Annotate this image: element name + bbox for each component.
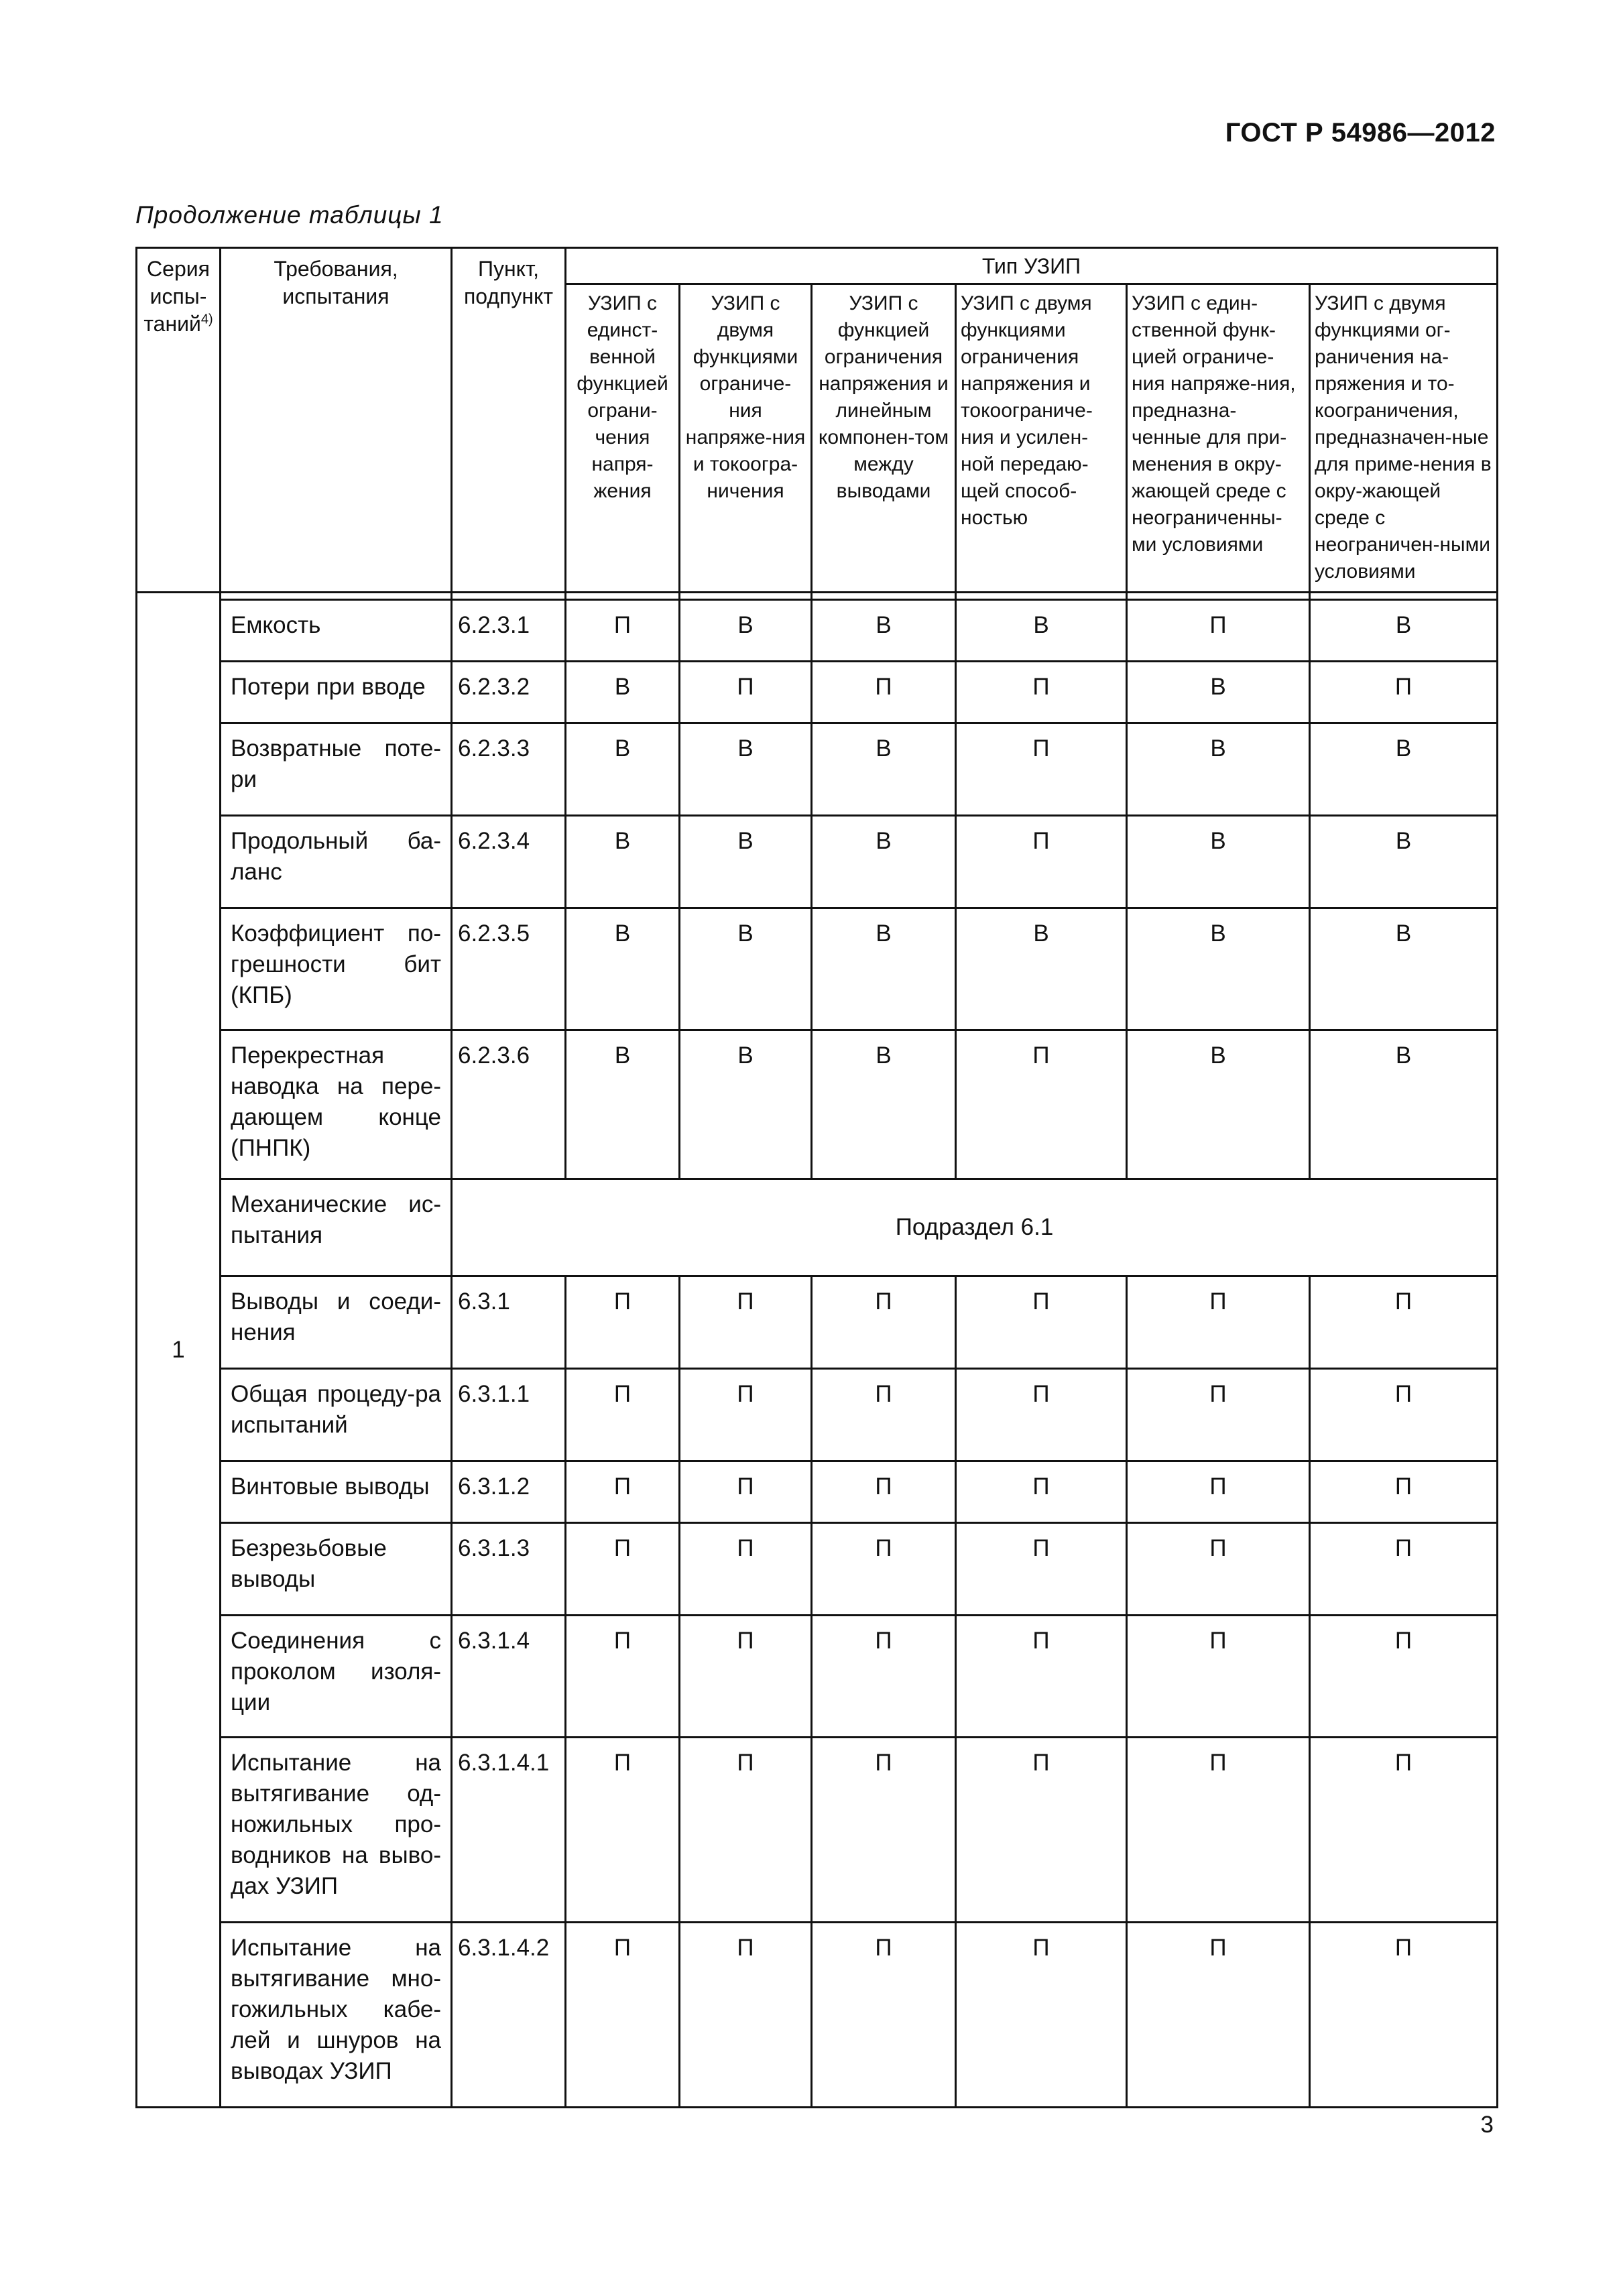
type-value-cell: П bbox=[956, 1276, 1127, 1369]
type-value-cell: П bbox=[1127, 1923, 1310, 2108]
type-value-cell: В bbox=[566, 816, 680, 908]
subsection-note: Подраздел 6.1 bbox=[452, 1179, 1498, 1276]
type-value-cell: В bbox=[680, 1030, 812, 1179]
type-value-cell: В bbox=[1310, 600, 1498, 662]
type-value-cell: В bbox=[566, 908, 680, 1030]
table-row bbox=[137, 816, 1498, 908]
type-value-cell: П bbox=[812, 1461, 956, 1523]
type-value-cell: П bbox=[1127, 1616, 1310, 1738]
type-value-cell: В bbox=[812, 600, 956, 662]
clause-cell: 6.3.1.4 bbox=[452, 1616, 566, 1738]
requirement-cell: Испытание на вытягивание мно-гожильных кабе-лей и шнуров на выводах УЗИП bbox=[221, 1923, 452, 2108]
type-value-cell: П bbox=[1127, 1461, 1310, 1523]
type-value-cell: П bbox=[956, 816, 1127, 908]
requirement-cell: Общая процеду-ра испытаний bbox=[221, 1369, 452, 1461]
requirement-cell: Потери при вводе bbox=[221, 662, 452, 723]
type-value-cell: П bbox=[1310, 1276, 1498, 1369]
type-value-cell: П bbox=[566, 1616, 680, 1738]
type-value-cell: В bbox=[1310, 723, 1498, 816]
col-header-clause: Пункт, подпункт bbox=[452, 248, 566, 593]
requirement-cell: Возвратные поте-ри bbox=[221, 723, 452, 816]
table-row bbox=[137, 1179, 1498, 1276]
requirement-cell: Механические ис-пытания bbox=[221, 1179, 452, 1276]
type-value-cell: П bbox=[1310, 1461, 1498, 1523]
type-value-cell: В bbox=[812, 908, 956, 1030]
clause-cell: 6.2.3.5 bbox=[452, 908, 566, 1030]
type-value-cell: П bbox=[812, 1369, 956, 1461]
type-value-cell: П bbox=[1310, 1616, 1498, 1738]
type-value-cell: П bbox=[680, 1923, 812, 2108]
requirement-cell: Продольный ба-ланс bbox=[221, 816, 452, 908]
type-value-cell: П bbox=[1127, 600, 1310, 662]
type-value-cell: П bbox=[566, 1523, 680, 1616]
type-value-cell: В bbox=[956, 600, 1127, 662]
type-value-cell: П bbox=[1310, 1738, 1498, 1923]
type-value-cell: П bbox=[566, 1369, 680, 1461]
type-value-cell: П bbox=[1310, 662, 1498, 723]
clause-cell: 6.2.3.1 bbox=[452, 600, 566, 662]
clause-cell: 6.3.1.4.2 bbox=[452, 1923, 566, 2108]
table-row bbox=[137, 1276, 1498, 1369]
type-value-cell: П bbox=[1127, 1738, 1310, 1923]
type-value-cell: П bbox=[956, 1461, 1127, 1523]
type-value-cell: П bbox=[956, 1030, 1127, 1179]
type-value-cell: П bbox=[680, 1616, 812, 1738]
col-header-type-3: УЗИП с функцией ограничения напряжения и линейным компонен-том между выводами bbox=[812, 284, 956, 593]
requirement-cell: Соединения с проколом изоля-ции bbox=[221, 1616, 452, 1738]
type-value-cell: П bbox=[956, 1616, 1127, 1738]
type-value-cell: П bbox=[1127, 1369, 1310, 1461]
table-row bbox=[137, 1461, 1498, 1523]
series-cell: 1 bbox=[137, 593, 221, 2108]
requirement-cell: Перекрестная наводка на пере-дающем конце (ПНПК) bbox=[221, 1030, 452, 1179]
requirement-cell: Испытание на вытягивание од-ножильных про-водников на выво-дах УЗИП bbox=[221, 1738, 452, 1923]
clause-cell: 6.3.1.4.1 bbox=[452, 1738, 566, 1923]
table-row bbox=[137, 1616, 1498, 1738]
type-value-cell: П bbox=[956, 1523, 1127, 1616]
type-value-cell: В bbox=[812, 723, 956, 816]
requirement-cell: Выводы и соеди-нения bbox=[221, 1276, 452, 1369]
table-row bbox=[137, 1523, 1498, 1616]
type-value-cell: В bbox=[812, 1030, 956, 1179]
type-value-cell: В bbox=[680, 600, 812, 662]
type-value-cell: П bbox=[812, 662, 956, 723]
type-value-cell: П bbox=[680, 662, 812, 723]
page-number: 3 bbox=[1480, 2112, 1494, 2138]
table-row bbox=[137, 1923, 1498, 2108]
type-value-cell: П bbox=[812, 1923, 956, 2108]
type-value-cell: В bbox=[1127, 662, 1310, 723]
type-value-cell: В bbox=[680, 908, 812, 1030]
type-value-cell: П bbox=[956, 1738, 1127, 1923]
type-value-cell: В bbox=[812, 816, 956, 908]
type-value-cell: В bbox=[1127, 1030, 1310, 1179]
clause-cell: 6.3.1 bbox=[452, 1276, 566, 1369]
type-value-cell: В bbox=[680, 723, 812, 816]
type-value-cell: П bbox=[956, 662, 1127, 723]
clause-cell: 6.3.1.2 bbox=[452, 1461, 566, 1523]
type-value-cell: П bbox=[1310, 1923, 1498, 2108]
table-row bbox=[137, 1369, 1498, 1461]
header-separator bbox=[137, 593, 1498, 600]
table-row bbox=[137, 723, 1498, 816]
type-value-cell: П bbox=[680, 1369, 812, 1461]
table-caption: Продолжение таблицы 1 bbox=[135, 201, 444, 229]
col-header-type-5: УЗИП с един-ственной функ-цией ограниче-ния напряже-ния, предназна-ченные для при-менения в окру-жающей среде с неограниченны-ми условиями bbox=[1127, 284, 1310, 593]
type-value-cell: П bbox=[956, 1369, 1127, 1461]
type-value-cell: П bbox=[812, 1523, 956, 1616]
type-value-cell: П bbox=[956, 1923, 1127, 2108]
table-row bbox=[137, 600, 1498, 662]
spec-table bbox=[135, 247, 1498, 2108]
type-value-cell: П bbox=[812, 1738, 956, 1923]
type-value-cell: В bbox=[566, 662, 680, 723]
col-header-type-2: УЗИП с двумя функциями ограниче-ния напряже-ния и токоогра-ничения bbox=[680, 284, 812, 593]
col-header-type-1: УЗИП с единст-венной функцией ограни-чения напря-жения bbox=[566, 284, 680, 593]
clause-cell: 6.2.3.2 bbox=[452, 662, 566, 723]
type-value-cell: П bbox=[566, 1461, 680, 1523]
type-value-cell: В bbox=[1310, 1030, 1498, 1179]
type-value-cell: П bbox=[812, 1616, 956, 1738]
type-value-cell: П bbox=[812, 1276, 956, 1369]
type-value-cell: П bbox=[680, 1461, 812, 1523]
col-header-requirements: Требования, испытания bbox=[221, 248, 452, 593]
type-value-cell: В bbox=[956, 908, 1127, 1030]
type-value-cell: В bbox=[1127, 908, 1310, 1030]
clause-cell: 6.2.3.6 bbox=[452, 1030, 566, 1179]
footnote-marker: 4) bbox=[200, 312, 213, 327]
type-value-cell: В bbox=[1310, 908, 1498, 1030]
table-row bbox=[137, 662, 1498, 723]
type-value-cell: П bbox=[566, 1738, 680, 1923]
table-row bbox=[137, 1738, 1498, 1923]
type-value-cell: В bbox=[1127, 723, 1310, 816]
col-header-type-group: Тип УЗИП bbox=[566, 248, 1498, 284]
requirement-cell: Безрезьбовые выводы bbox=[221, 1523, 452, 1616]
requirement-cell: Коэффициент по-грешности бит (КПБ) bbox=[221, 908, 452, 1030]
type-value-cell: П bbox=[1310, 1369, 1498, 1461]
type-value-cell: В bbox=[1310, 816, 1498, 908]
col-header-type-4: УЗИП с двумя функциями ограничения напряжения и токоограниче-ния и усилен-ной передаю-щей способ-ностью bbox=[956, 284, 1127, 593]
type-value-cell: П bbox=[566, 1923, 680, 2108]
type-value-cell: П bbox=[680, 1523, 812, 1616]
document-id: ГОСТ Р 54986—2012 bbox=[1225, 118, 1496, 147]
type-value-cell: П bbox=[1127, 1523, 1310, 1616]
type-value-cell: В bbox=[680, 816, 812, 908]
type-value-cell: В bbox=[1127, 816, 1310, 908]
type-value-cell: П bbox=[566, 600, 680, 662]
type-value-cell: П bbox=[566, 1276, 680, 1369]
type-value-cell: П bbox=[680, 1738, 812, 1923]
type-value-cell: П bbox=[1310, 1523, 1498, 1616]
table-row bbox=[137, 908, 1498, 1030]
type-value-cell: В bbox=[566, 1030, 680, 1179]
type-value-cell: В bbox=[566, 723, 680, 816]
requirement-cell: Емкость bbox=[221, 600, 452, 662]
type-value-cell: П bbox=[1127, 1276, 1310, 1369]
type-value-cell: П bbox=[680, 1276, 812, 1369]
requirement-cell: Винтовые выводы bbox=[221, 1461, 452, 1523]
clause-cell: 6.2.3.4 bbox=[452, 816, 566, 908]
clause-cell: 6.3.1.3 bbox=[452, 1523, 566, 1616]
table-row bbox=[137, 1030, 1498, 1179]
clause-cell: 6.2.3.3 bbox=[452, 723, 566, 816]
type-value-cell: П bbox=[956, 723, 1127, 816]
clause-cell: 6.3.1.1 bbox=[452, 1369, 566, 1461]
col-header-type-6: УЗИП с двумя функциями ог-раничения на-пряжения и то-коограничения, предназначен-ные для приме-нения в окру-жающей среде с неограничен-ными условиями bbox=[1310, 284, 1498, 593]
col-header-series: Серия испы-таний$^{4)}$ bbox=[137, 248, 221, 593]
